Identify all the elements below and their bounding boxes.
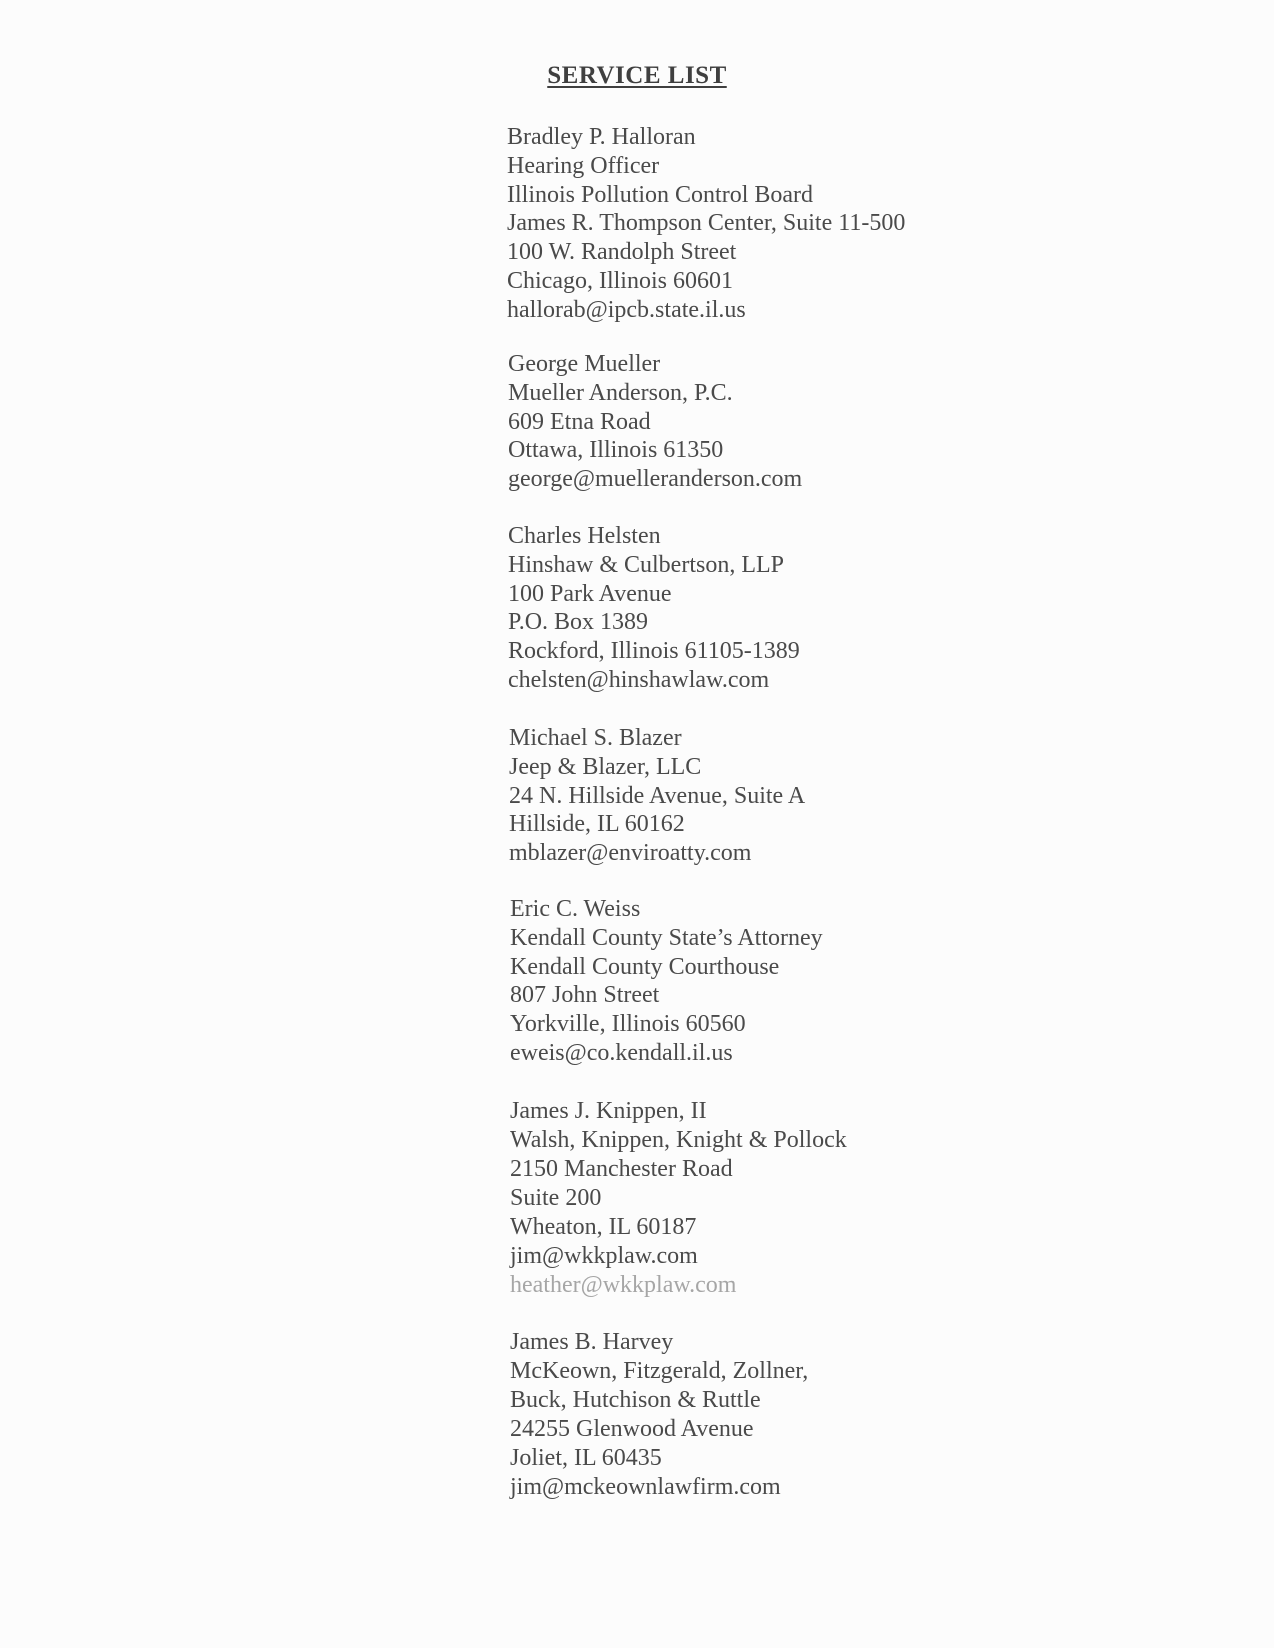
entry-email: george@muelleranderson.com <box>508 466 803 492</box>
entry-organization: Walsh, Knippen, Knight & Pollock <box>510 1127 847 1153</box>
entry-address-line: 100 W. Randolph Street <box>507 239 737 265</box>
entry-name: James J. Knippen, II <box>510 1098 707 1124</box>
entry-city-line: Ottawa, Illinois 61350 <box>508 437 724 464</box>
entry-name: George Mueller <box>508 351 661 377</box>
service-entry-helsten <box>508 522 800 695</box>
entry-address-line: 609 Etna Road <box>508 408 651 435</box>
entry-city-line: Joliet, IL 60435 <box>510 1445 662 1471</box>
entry-email: hallorab@ipcb.state.il.us <box>507 296 746 323</box>
entry-city-line: Chicago, Illinois 60601 <box>507 267 733 294</box>
entry-city-line: Wheaton, IL 60187 <box>510 1214 697 1240</box>
entry-name: Michael S. Blazer <box>509 725 682 751</box>
entry-name: Bradley P. Halloran <box>507 124 696 150</box>
entry-title: Hearing Officer <box>507 152 660 179</box>
service-entry-weiss <box>510 895 823 1068</box>
entry-organization: Illinois Pollution Control Board <box>507 181 814 208</box>
entry-email: jim@wkkplaw.com <box>510 1243 698 1269</box>
entry-email: mblazer@enviroatty.com <box>509 840 752 866</box>
service-entry-mueller <box>508 350 802 494</box>
page-title: SERVICE LIST <box>547 62 727 89</box>
entry-email: eweis@co.kendall.il.us <box>510 1039 733 1066</box>
service-entry-knippen <box>510 1097 847 1300</box>
entry-address-line: James R. Thompson Center, Suite 11-500 <box>507 210 906 237</box>
entry-address-line: 100 Park Avenue <box>508 580 672 607</box>
entry-address-line: Suite 200 <box>510 1185 602 1211</box>
entry-city-line: Hillside, IL 60162 <box>509 811 685 838</box>
entry-organization: Hinshaw & Culbertson, LLP <box>508 551 784 578</box>
entry-organization: Jeep & Blazer, LLC <box>509 753 702 780</box>
service-entry-blazer <box>509 724 805 868</box>
entry-organization: Kendall County Courthouse <box>510 953 780 980</box>
entry-email-secondary: heather@wkkplaw.com <box>510 1272 737 1298</box>
entry-address-line: 24 N. Hillside Avenue, Suite A <box>509 782 806 809</box>
entry-title: Kendall County State’s Attorney <box>510 924 823 951</box>
entry-name: Eric C. Weiss <box>510 896 641 922</box>
entry-city-line: Yorkville, Illinois 60560 <box>510 1011 746 1037</box>
entry-name: Charles Helsten <box>508 523 661 549</box>
entry-address-line: 24255 Glenwood Avenue <box>510 1416 754 1442</box>
entry-name: James B. Harvey <box>510 1329 674 1355</box>
service-entry-harvey <box>510 1328 808 1502</box>
entry-address-line: 807 John Street <box>510 982 660 1009</box>
entry-email: chelsten@hinshawlaw.com <box>508 666 770 693</box>
entry-organization: McKeown, Fitzgerald, Zollner, <box>510 1358 809 1384</box>
entry-organization: Mueller Anderson, P.C. <box>508 379 733 406</box>
entry-address-line: 2150 Manchester Road <box>510 1156 733 1182</box>
entry-email: jim@mckeownlawfirm.com <box>510 1474 781 1500</box>
entry-city-line: Rockford, Illinois 61105-1389 <box>508 638 800 664</box>
entry-address-line: P.O. Box 1389 <box>508 609 649 636</box>
entry-organization-cont: Buck, Hutchison & Ruttle <box>510 1387 761 1413</box>
service-entry-halloran <box>507 123 905 324</box>
